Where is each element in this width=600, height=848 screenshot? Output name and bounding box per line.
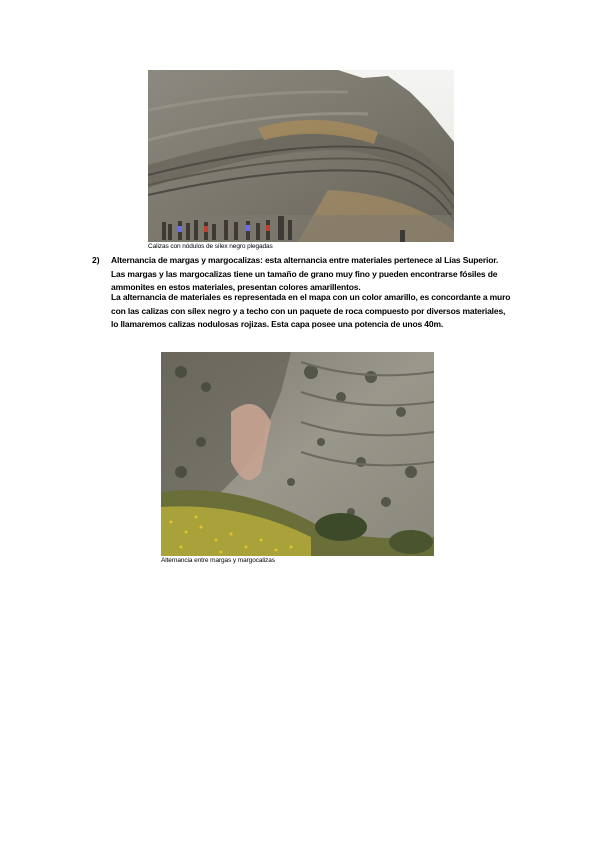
marl-alternation-photo — [161, 352, 434, 556]
figure2-caption: Alternancia entre margas y margocalizas — [161, 557, 275, 564]
section-paragraph-2 — [111, 291, 511, 332]
paragraph-2-text: La alternancia de materiales es representada en el mapa con un color amarillo, es concordante a muro con las calizas con sílex negro y a techo con un paquete de roca compuesto por diversos materiales, lo llamaremos calizas nodulosas rojizas. Esta capa posee una potencia de unos 40m. — [111, 292, 511, 329]
paragraph-1-text: Alternancia de margas y margocalizas: esta alternancia entre materiales pertenece al Lías Superior. Las margas y las margocalizas tiene un tamaño de grano muy fino y pueden encontrarse fósiles de ammonites en estos materiales, presentan colores amarillentos. — [111, 255, 499, 292]
folded-limestone-photo — [148, 70, 454, 242]
section-number: 2) — [92, 255, 100, 265]
figure1-caption: Calizas con nódulos de sílex negro plegadas — [148, 243, 273, 250]
section-paragraph-1 — [111, 254, 511, 295]
